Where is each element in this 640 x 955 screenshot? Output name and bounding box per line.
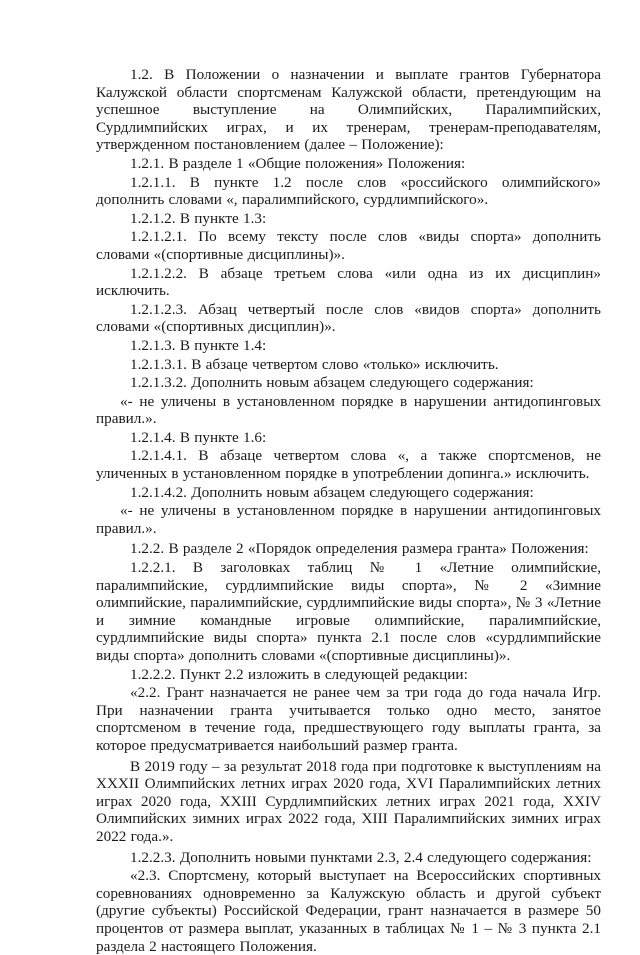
quoted-paragraph-antidoping-1: «- не уличены в установленном порядке в нарушении антидопинговых правил.». — [96, 392, 601, 428]
quoted-paragraph-2019: В 2019 году – за результат 2018 года при подготовке к выступлениям на XXXII Олимпийских летних играх 2020 года, XVI Паралимпийских летних играх 2020 года, XXIII Сурдлимпийских летних играх 2021 года, XXIV Олимпийских зимних играх 2022 года, XIII Паралимпийских зимних играх 2022 года.». — [96, 757, 601, 845]
quoted-paragraph-2-2: «2.2. Грант назначается не ранее чем за три года до года начала Игр. При назначении гранта учитывается только одно место, занятое спортсменом в течение года, предшествующего году выплаты гранта, за которое предусматривается наибольший размер гранта. — [96, 684, 601, 754]
paragraph-1-2-1-3: 1.2.1.3. В пункте 1.4: — [130, 336, 267, 354]
paragraph-1-2-1-4-1: 1.2.1.4.1. В абзаце четвертом слова «, а также спортсменов, не уличенных в установленном порядке в употреблении допинга.» исключить. — [96, 447, 601, 483]
paragraph-1-2-2-3: 1.2.2.3. Дополнить новыми пунктами 2.3, 2.4 следующего содержания: — [130, 848, 592, 866]
paragraph-1-2-1-3-2: 1.2.1.3.2. Дополнить новым абзацем следующего содержания: — [130, 374, 534, 392]
document-body — [96, 66, 601, 955]
paragraph-1-2-2-2: 1.2.2.2. Пункт 2.2 изложить в следующей редакции: — [130, 665, 468, 683]
paragraph-1-2-2: 1.2.2. В разделе 2 «Порядок определения размера гранта» Положения: — [130, 540, 589, 558]
paragraph-1-2-1: 1.2.1. В разделе 1 «Общие положения» Положения: — [130, 154, 466, 172]
paragraph-1-2-1-3-1: 1.2.1.3.1. В абзаце четвертом слово «только» исключить. — [130, 355, 499, 373]
paragraph-1-2-1-4: 1.2.1.4. В пункте 1.6: — [130, 428, 267, 446]
paragraph-1-2-1-1: 1.2.1.1. В пункте 1.2 после слов «российского олимпийского» дополнить словами «, паралимпийского, сурдлимпийского». — [96, 173, 601, 209]
paragraph-1-2-1-2-1: 1.2.1.2.1. По всему тексту после слов «виды спорта» дополнить словами «(спортивные дисциплины)». — [96, 228, 601, 263]
quoted-paragraph-2-3: «2.3. Спортсмену, который выступает на Всероссийских спортивных соревнованиях одновременно за Калужскую область и другой субъект (другие субъекты) Российской Федерации, грант назначается в размере 50 процентов от размера выплат, указанных в таблицах № 1 – № 3 пункта 2.1 раздела 2 настоящего Положения. — [96, 867, 601, 955]
paragraph-1-2-1-2: 1.2.1.2. В пункте 1.3: — [130, 209, 267, 227]
paragraph-1-2-1-2-3: 1.2.1.2.3. Абзац четвертый после слов «видов спорта» дополнить словами «(спортивных дисциплин)». — [96, 300, 601, 336]
quoted-paragraph-antidoping-2: «- не уличены в установленном порядке в нарушении антидопинговых правил.». — [96, 502, 601, 537]
paragraph-1-2: 1.2. В Положении о назначении и выплате грантов Губернатора Калужской области спортсменам Калужской области, претендующим на успешное выступление на Олимпийских, Паралимпийских, Сурдлимпийских играх, и их тренерам, тренерам-преподавателям, утвержденном постановлением (далее – Положение): — [96, 66, 601, 154]
paragraph-1-2-1-2-2: 1.2.1.2.2. В абзаце третьем слова «или одна из их дисциплин» исключить. — [96, 264, 601, 300]
paragraph-1-2-1-4-2: 1.2.1.4.2. Дополнить новым абзацем следующего содержания: — [130, 483, 534, 501]
paragraph-1-2-2-1: 1.2.2.1. В заголовках таблиц № 1 «Летние олимпийские, паралимпийские, сурдлимпийские виды спорта», № 2 «Зимние олимпийские, паралимпийские, сурдлимпийские виды спорта», № 3 «Летние и зимние командные игровые олимпийские, паралимпийские, сурдлимпийские виды спорта» пункта 2.1 после слов «сурдлимпийские виды спорта» дополнить словами «(спортивные дисциплины)». — [96, 559, 601, 664]
